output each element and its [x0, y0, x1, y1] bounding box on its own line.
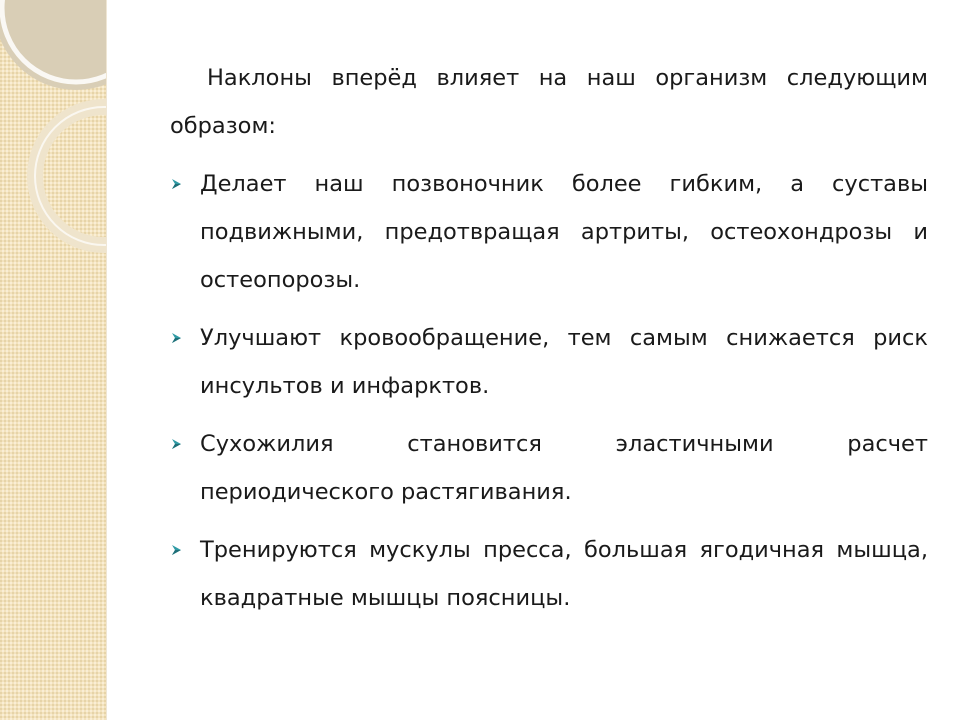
bullet-text: Сухожилия становится эластичными расчет периодического растягивания. — [200, 431, 928, 505]
bullet-text: Улучшают кровообращение, тем самым снижается риск инсультов и инфарктов. — [200, 325, 928, 399]
bullet-text: Тренируются мускулы пресса, большая ягодичная мышца, квадратные мышцы поясницы. — [200, 537, 928, 611]
arrow-chevron-icon — [170, 177, 184, 191]
list-item — [170, 420, 928, 516]
slide-content — [170, 54, 928, 622]
arrow-chevron-icon — [170, 437, 184, 451]
decorative-large-ring — [35, 107, 106, 245]
arrow-chevron-icon — [170, 543, 184, 557]
bullet-text: Делает наш позвоночник более гибким, а суставы подвижными, предотвращая артриты, остеохондрозы и остеопорозы. — [200, 171, 928, 293]
list-item — [170, 314, 928, 410]
side-panel-divider — [106, 0, 107, 720]
intro-text: Наклоны вперёд влияет на наш организм следующим образом: — [170, 65, 928, 139]
arrow-chevron-icon — [170, 331, 184, 345]
list-item — [170, 160, 928, 304]
list-item — [170, 526, 928, 622]
decorative-circles — [0, 0, 106, 260]
bullet-list — [170, 160, 928, 622]
